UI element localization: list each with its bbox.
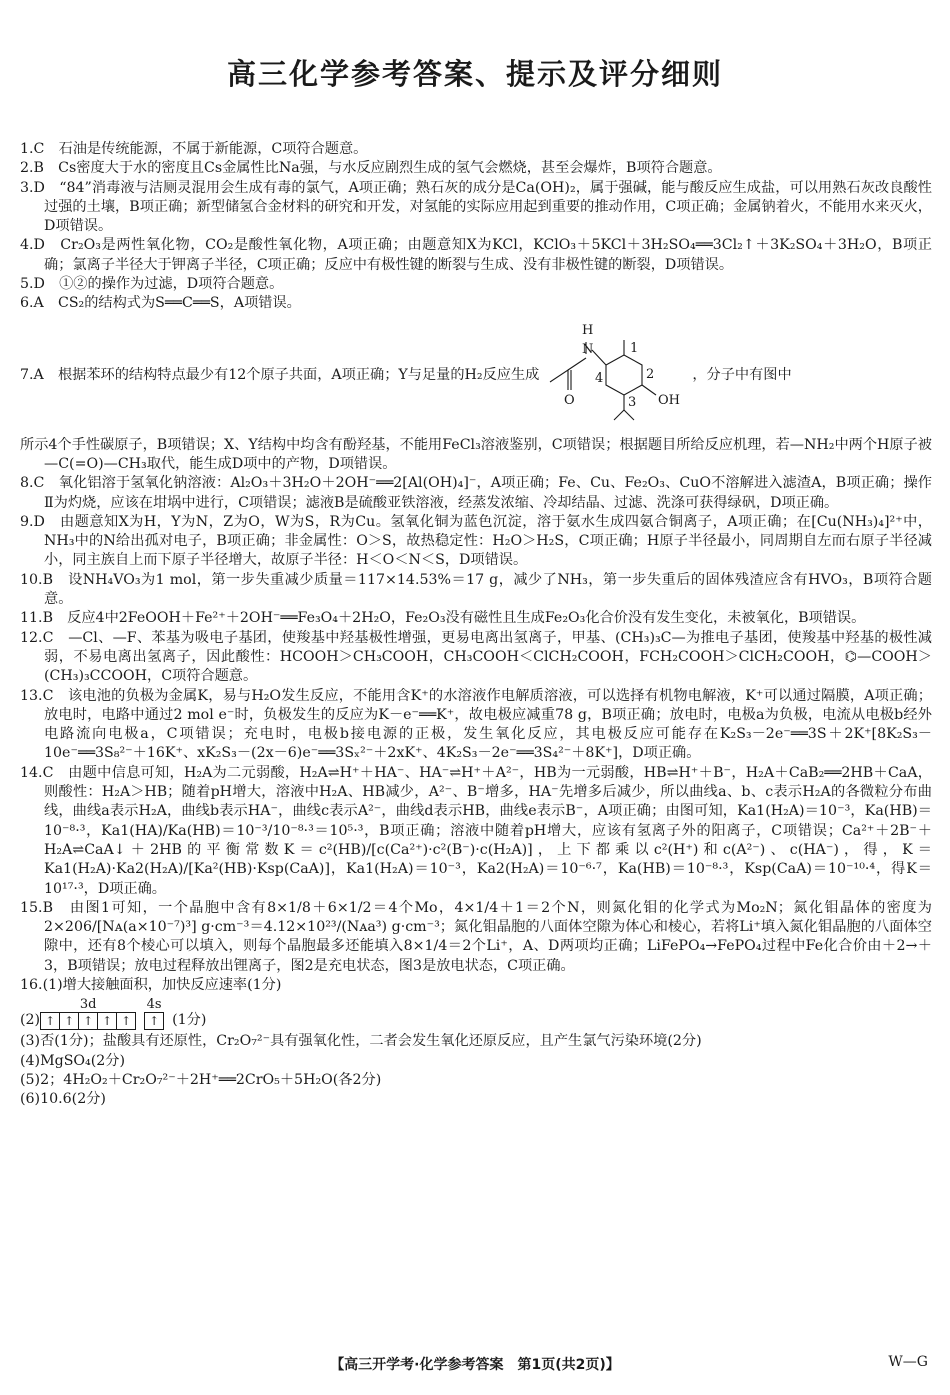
struct-label-4: 4 xyxy=(594,370,604,386)
answer-12: 12.C —Cl、—F、苯基为吸电子基团，使羧基中羟基极性增强，更易电离出氢离子，甲基、(CH₃)₃C—为推电子基团，使羧基中羟基的极性减弱，不易电离出氢离子，因此酸性：HCOOH＞CH₃COOH，CH₃COOH＜ClCH₂COOH，FCH₂COOH＞ClCH₂COOH，⌬—COOH＞(CH₃)₃CCOOH，C项符合题意。 xyxy=(20,629,932,685)
answer-14: 14.C 由题中信息可知，H₂A为二元弱酸，H₂A⇌H⁺＋HA⁻、HA⁻⇌H⁺＋A²⁻，HB为一元弱酸，HB⇌H⁺＋B⁻，H₂A＋CaB₂══2HB＋CaA，则酸性：H₂A＞HB；随着pH增大，溶液中H₂A、HB减少，A²⁻、B⁻增多，HA⁻先增多后减少，所以曲线a、b、c表示H₂A的各微粒分布曲线，曲线a表示H₂A，曲线b表示HA⁻，曲线c表示A²⁻，曲线d表示HB，曲线e表示B⁻，A项正确；由图可知，Ka1(H₂A)＝10⁻³，Ka(HB)＝10⁻⁸·³，Ka1(HA)/Ka(HB)＝10⁻³/10⁻⁸·³＝10⁵·³，B项正确；溶液中随着pH增大，应该有氢离子外的阳离子，C项错误；Ca²⁺＋2B⁻＋H₂A⇌CaA↓＋2HB的平衡常数K＝c²(HB)/[c(Ca²⁺)·c²(B⁻)·c(H₂A)]，上下都乘以c²(H⁺)和c(A²⁻)、c(HA⁻)，得，K＝Ka1(H₂A)·Ka2(H₂A)/[Ka²(HB)·Ksp(CaA)]，Ka1(H₂A)＝10⁻³，Ka2(H₂A)＝10⁻⁶·⁷，Ka(HB)＝10⁻⁸·³，Ksp(CaA)＝10⁻¹⁰·⁴，得K＝10¹⁷·³，D项正确。 xyxy=(20,764,932,897)
struct-label-oh: OH xyxy=(657,392,680,408)
orbital-4s-group xyxy=(144,997,164,1030)
answer-3: 3.D “84”消毒液与洁厕灵混用会生成有毒的氯气，A项正确；熟石灰的成分是Ca(OH)₂，属于强碱，能与酸反应生成盐，可以用熟石灰改良酸性过强的土壤，B项正确；新型储氢合金材料的研究和开发，对氢能的实际应用起到重要的推动作用，C项正确；金属钠着火，不能用水来灭火，D项错误。 xyxy=(20,179,932,235)
answer-16-2-score: (1分) xyxy=(172,1011,207,1028)
orbital-4s-boxes xyxy=(144,1012,164,1030)
answer-9: 9.D 由题意知X为H，Y为N，Z为O，W为S，R为Cu。氢氧化铜为蓝色沉淀，溶于氨水生成四氨合铜离子，A项正确；在[Cu(NH₃)₄]²⁺中，NH₃中的N给出孤对电子，B项正确；非金属性：O＞S，故热稳定性：H₂O＞H₂S，C项正确；H原子半径最小，同周期自左而右原子半径减小，同主族自上而下原子半径增大，故原子半径：H＜O＜N＜S，D项错误。 xyxy=(20,513,932,569)
orbital-4s-box: ↑ xyxy=(149,1014,160,1029)
answer-4: 4.D Cr₂O₃是两性氧化物，CO₂是酸性氧化物，A项正确；由题意知X为KCl，KClO₃＋5KCl＋3H₂SO₄══3Cl₂↑＋3K₂SO₄＋3H₂O，B项正确；氯离子半径大于钾离子半径，C项正确；反应中有极性键的断裂与生成、没有非极性键的断裂，D项错误。 xyxy=(20,237,932,273)
orbital-4s-label: 4s xyxy=(146,997,162,1013)
answer-11: 11.B 反应4中2FeOOH＋Fe²⁺＋2OH⁻══Fe₃O₄＋2H₂O，Fe₂O₃没有磁性且生成Fe₂O₃化合价没有发生变化，未被氧化，B项错误。 xyxy=(20,610,866,627)
answer-1: 1.C 石油是传统能源，不属于新能源，C项符合题意。 xyxy=(20,141,368,157)
answer-8: 8.C 氧化铝溶于氢氧化钠溶液：Al₂O₃＋3H₂O＋2OH⁻══2[Al(OH)₄]⁻，A项正确；Fe、Cu、Fe₂O₃、CuO不溶解进入滤渣A，B项正确；操作Ⅱ为灼烧，应该在坩埚中进行，C项错误；滤液B是硫酸亚铁溶液，经蒸发浓缩、冷却结晶、过滤、洗涤可获得绿矾，D项正确。 xyxy=(20,475,932,511)
answer-7-text-before: 7.A 根据苯环的结构特点最少有12个原子共面，A项正确；Y与足量的H₂反应生成 xyxy=(20,366,540,383)
orbital-3d-boxes xyxy=(40,1012,136,1030)
orbital-3d-box: ↑ xyxy=(60,1013,79,1029)
answer-7-text-after: ，分子中有图中 xyxy=(692,366,792,383)
struct-label-n: N xyxy=(581,341,594,357)
answer-7 xyxy=(20,320,932,430)
answer-16-5: (5)2；4H₂O₂＋Cr₂O₇²⁻＋2H⁺══2CrO₅＋5H₂O(各2分) xyxy=(20,1071,382,1088)
answer-5: 5.D ①②的操作为过滤，D项符合题意。 xyxy=(20,276,284,293)
answer-13: 13.C 该电池的负极为金属K，易与H₂O发生反应，不能用含K⁺的水溶液作电解质溶液，可以选择有机物电解液，K⁺可以通过隔膜，A项正确；放电时，电路中通过2 mol e⁻时，负极发生的反应为K－e⁻══K⁺，故电极应减重78 g，B项正确；放电时，电极a为负极，电流从电极b经外电路流向电极a，C项错误；充电时，电极b接电源的正极，发生氧化反应，其电极反应可能存在K₂S₃－2e⁻══3S＋2K⁺[8K₂S₃－10e⁻══3S₈²⁻＋16K⁺、xK₂S₃－(2x－6)e⁻══3Sₓ²⁻＋2xK⁺、4K₂S₃－2e⁻══3S₄²⁻＋8K⁺]，D项正确。 xyxy=(20,687,932,762)
answer-6: 6.A CS₂的结构式为S══C══S，A项错误。 xyxy=(20,295,301,312)
answer-16-3: (3)否(1分)；盐酸具有还原性，Cr₂O₇²⁻具有强氧化性，二者会发生氧化还原反应，且产生氯气污染环境(2分) xyxy=(20,1033,702,1050)
cyclohexane-structure-figure xyxy=(546,320,686,430)
orbital-3d-label: 3d xyxy=(79,997,97,1013)
answer-16-2-prefix: (2) xyxy=(20,1011,41,1028)
orbital-3d-box: ↑ xyxy=(79,1013,98,1029)
answer-15: 15.B 由图1可知，一个晶胞中含有8×1/8＋6×1/2＝4个Mo，4×1/4＋1＝2个N，则氮化钼的化学式为Mo₂N；氮化钼晶体的密度为2×206/[Nᴀ(a×10⁻⁷)³] g·cm⁻³＝4.12×10²³/(Nᴀa³) g·cm⁻³；氮化钼晶胞的八面体空隙为体心和棱心，若将Li⁺填入氮化钼晶胞的八面体空隙中，还有8个棱心可以填入，则每个晶胞最多还能填入8×1/4＝2个Li⁺，A、D两项均正确；LiFePO₄→FePO₄过程中Fe化合价由＋2→＋3，B项错误；放电过程释放出锂离子，图2是充电状态，图3是放电状态，C项正确。 xyxy=(20,899,932,974)
answer-2: 2.B Cs密度大于水的密度且Cs金属性比Na强，与水反应剧烈生成的氢气会燃烧，甚至会爆炸，B项符合题意。 xyxy=(20,160,722,177)
struct-label-h: H xyxy=(581,322,594,338)
answer-7-continued: 所示4个手性碳原子，B项错误；X、Y结构中均含有酚羟基，不能用FeCl₃溶液鉴别，C项错误；根据题目所给反应机理，若—NH₂中两个H原子被—C(=O)—CH₃取代，能生成D项中的产物，D项错误。 xyxy=(20,436,932,472)
orbital-3d-box: ↑ xyxy=(41,1013,60,1029)
struct-label-1: 1 xyxy=(629,340,639,356)
page-title: 高三化学参考答案、提示及评分细则 xyxy=(226,57,723,91)
answer-list xyxy=(20,140,932,1109)
answer-16-1: 16.(1)增大接触面积，加快反应速率(1分) xyxy=(20,976,282,993)
page-footer: 【高三开学考·化学参考答案 第1页(共2页)】 xyxy=(330,1357,620,1373)
struct-label-o: O xyxy=(563,392,575,408)
orbital-3d-box: ↑ xyxy=(121,1014,132,1029)
answer-16-6: (6)10.6(2分) xyxy=(20,1091,106,1108)
footer-code: W—G xyxy=(888,1354,928,1370)
struct-label-3: 3 xyxy=(627,394,637,410)
orbital-3d-group xyxy=(40,997,136,1030)
answer-16-2-orbital-diagram xyxy=(20,997,932,1030)
answer-10: 10.B 设NH₄VO₃为1 mol，第一步失重减少质量＝117×14.53%＝17 g，减少了NH₃，第一步失重后的固体残渣应含有HVO₃，B项符合题意。 xyxy=(20,571,932,608)
answer-16-4: (4)MgSO₄(2分) xyxy=(20,1052,126,1069)
orbital-3d-box: ↑ xyxy=(98,1013,117,1029)
struct-label-2: 2 xyxy=(645,366,655,382)
